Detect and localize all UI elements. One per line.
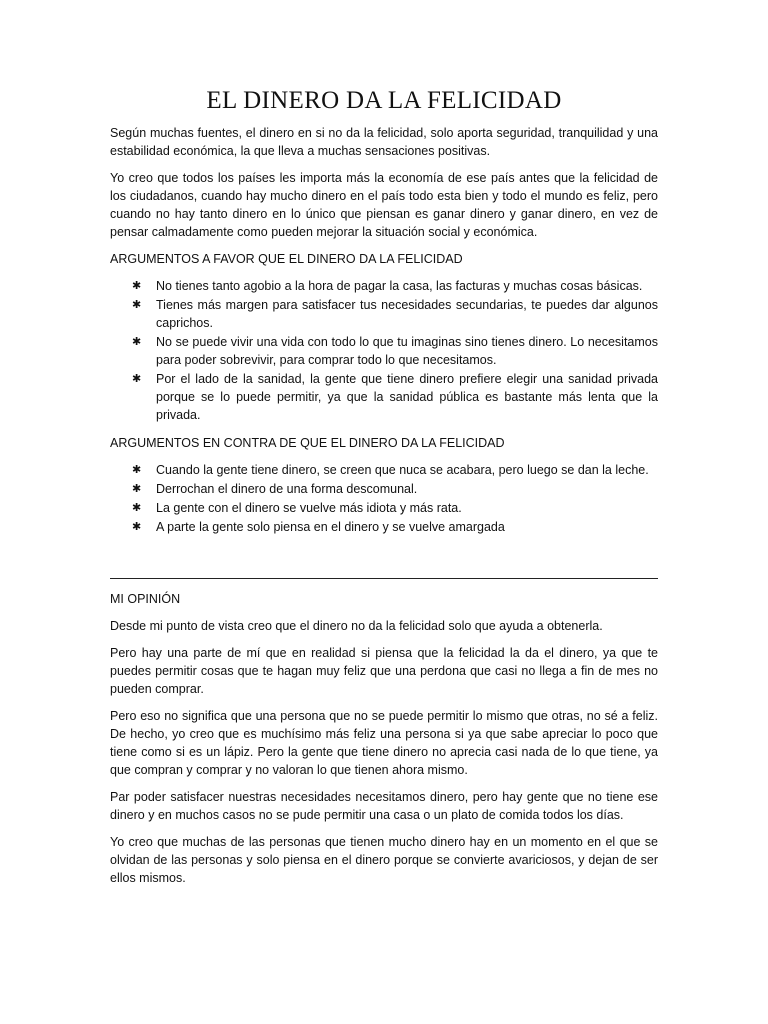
document-body xyxy=(110,86,658,896)
contra-item xyxy=(110,499,658,517)
favor-list xyxy=(110,277,658,424)
opinion-heading: MI OPINIÓN xyxy=(110,592,181,606)
opinion-paragraph-4: Par poder satisfacer nuestras necesidades necesitamos dinero, pero hay gente que no tiene ese dinero y en muchos casos no se pude permitir una casa o un plato de comida todos los días. xyxy=(110,790,658,822)
bullet-icon: ✱ xyxy=(132,336,142,348)
contra-item-text: La gente con el dinero se vuelve más idiota y más rata. xyxy=(156,501,462,515)
contra-list xyxy=(110,461,658,536)
intro-paragraph-1: Según muchas fuentes, el dinero en si no da la felicidad, solo aporta seguridad, tranquilidad y una estabilidad económica, la que lleva a muchas sensaciones positivas. xyxy=(110,126,658,158)
document-title: EL DINERO DA LA FELICIDAD xyxy=(206,87,562,114)
contra-heading: ARGUMENTOS EN CONTRA DE QUE EL DINERO DA LA FELICIDAD xyxy=(110,436,505,450)
favor-item xyxy=(110,333,658,369)
contra-item-text: Derrochan el dinero de una forma descomunal. xyxy=(156,482,418,496)
opinion-paragraph-3: Pero eso no significa que una persona que no se puede permitir lo mismo que otras, no sé a feliz. De hecho, yo creo que es muchísimo más feliz una persona si ya que sabe apreciar lo poco que tiene como si es un lápiz. Pero la gente que tiene dinero no aprecia casi nada de lo que tiene, ya que compran y comprar y no valoran lo que tienen ahora mismo. xyxy=(110,709,658,777)
bullet-icon: ✱ xyxy=(132,299,142,311)
opinion-paragraph-5: Yo creo que muchas de las personas que tienen mucho dinero hay en un momento en el que se olvidan de las personas y solo piensa en el dinero porque se convierte avariciosos, y dejan de ser ellos mismos. xyxy=(110,835,658,885)
bullet-icon: ✱ xyxy=(132,280,142,292)
contra-item-text: A parte la gente solo piensa en el dinero y se vuelve amargada xyxy=(156,520,505,534)
favor-item xyxy=(110,296,658,332)
contra-item xyxy=(110,461,658,479)
horizontal-divider xyxy=(110,578,658,579)
favor-item-text: No se puede vivir una vida con todo lo que tu imaginas sino tienes dinero. Lo necesitamos para poder sobrevivir, para comprar todo lo que necesitamos. xyxy=(156,335,658,367)
bullet-icon: ✱ xyxy=(132,483,142,495)
section-spacer xyxy=(110,546,658,578)
contra-item xyxy=(110,480,658,498)
contra-item xyxy=(110,518,658,536)
favor-heading: ARGUMENTOS A FAVOR QUE EL DINERO DA LA FELICIDAD xyxy=(110,252,463,266)
bullet-icon: ✱ xyxy=(132,373,142,385)
favor-item xyxy=(110,277,658,295)
favor-item-text: Tienes más margen para satisfacer tus necesidades secundarias, te puedes dar algunos caprichos. xyxy=(156,298,658,330)
favor-item xyxy=(110,370,658,424)
bullet-icon: ✱ xyxy=(132,464,142,476)
contra-item-text: Cuando la gente tiene dinero, se creen que nuca se acabara, pero luego se dan la leche. xyxy=(156,463,649,477)
bullet-icon: ✱ xyxy=(132,521,142,533)
opinion-paragraph-1: Desde mi punto de vista creo que el dinero no da la felicidad solo que ayuda a obtenerla. xyxy=(110,619,603,633)
bullet-icon: ✱ xyxy=(132,502,142,514)
favor-item-text: Por el lado de la sanidad, la gente que tiene dinero prefiere elegir una sanidad privada porque se lo puede permitir, ya que la sanidad pública es bastante más lenta que la privada. xyxy=(156,372,658,422)
favor-item-text: No tienes tanto agobio a la hora de pagar la casa, las facturas y muchas cosas básicas. xyxy=(156,279,643,293)
opinion-paragraph-2: Pero hay una parte de mí que en realidad si piensa que la felicidad la da el dinero, ya que te puedes permitir cosas que te hagan muy feliz que una perdona que casi no llega a fin de mes no pueden comprar. xyxy=(110,646,658,696)
intro-paragraph-2: Yo creo que todos los países les importa más la economía de ese país antes que la felicidad de los ciudadanos, cuando hay mucho dinero en el país todo esta bien y todo el mundo es feliz, pero cuando no hay tanto dinero en lo único que piensan es ganar dinero y ganar dinero, en vez de pensar calmadamente como pueden mejorar la situación social y económica. xyxy=(110,171,658,239)
